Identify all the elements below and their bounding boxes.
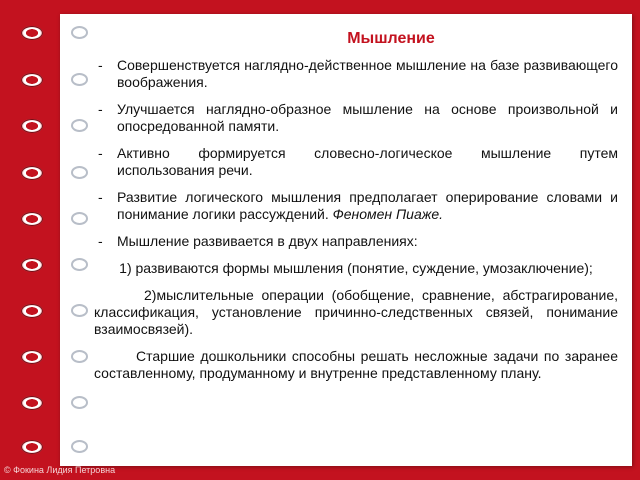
binder-ring [21, 26, 43, 40]
bullet-mark: - [98, 233, 103, 249]
punch-hole [71, 396, 88, 409]
bullet-item [94, 189, 618, 223]
bullet-text: Мышление развивается в двух направлениях: [117, 233, 418, 249]
author-credit: © Фокина Лидия Петровна [4, 465, 116, 475]
punch-hole [71, 212, 88, 225]
punch-hole [71, 350, 88, 363]
bullet-text: Совершенствуется наглядно-действенное мышление на базе развивающего воображения. [117, 57, 618, 90]
binder-ring [21, 119, 43, 133]
binder-ring [21, 166, 43, 180]
bullet-mark: - [98, 145, 103, 161]
punch-hole [71, 258, 88, 271]
bullet-text: Активно формируется словесно-логическое мышление путем использования речи. [117, 145, 618, 178]
closing-paragraph [94, 348, 618, 382]
slide-title: Мышление [347, 30, 435, 47]
bullet-mark: - [98, 189, 103, 205]
bullet-mark: - [98, 101, 103, 117]
bullet-mark: - [98, 57, 103, 73]
direction-item-1: 1) развиваются формы мышления (понятие, суждение, умозаключение); [119, 260, 593, 276]
punch-hole [71, 73, 88, 86]
closing-text: Старшие дошкольники способны решать несложные задачи по заранее составленному, продуманному и внутренне представленному плану. [94, 348, 618, 381]
bullet-item [94, 145, 618, 179]
direction-item-2-text: 2)мыслительные операции (обобщение, сравнение, абстрагирование, классификация, установление причинно-следственных связей, понимание взаимосвязей). [94, 287, 618, 337]
punch-hole [71, 119, 88, 132]
binder-ring [21, 73, 43, 87]
punch-hole [71, 26, 88, 39]
binder-ring [21, 440, 43, 454]
binder-rings [0, 0, 60, 480]
bullet-emphasis: Феномен Пиаже. [332, 206, 444, 222]
bullet-item [94, 57, 618, 91]
binder-ring [21, 212, 43, 226]
bullet-text: Улучшается наглядно-образное мышление на основе произвольной и опосредованной памяти. [117, 101, 618, 134]
binder-ring [21, 258, 43, 272]
bullet-text: Развитие логического мышления предполагает оперирование словами и пониманиe логики рассуждений. [117, 189, 618, 222]
binder-ring [21, 304, 43, 318]
binder-ring [21, 396, 43, 410]
slide-paper [60, 14, 632, 466]
direction-item-2 [94, 287, 618, 338]
bullet-item [94, 101, 618, 135]
punch-hole [71, 304, 88, 317]
punch-hole [71, 166, 88, 179]
punch-hole [71, 440, 88, 453]
binder-ring [21, 350, 43, 364]
bullet-item [94, 233, 618, 250]
slide-content [94, 30, 618, 392]
